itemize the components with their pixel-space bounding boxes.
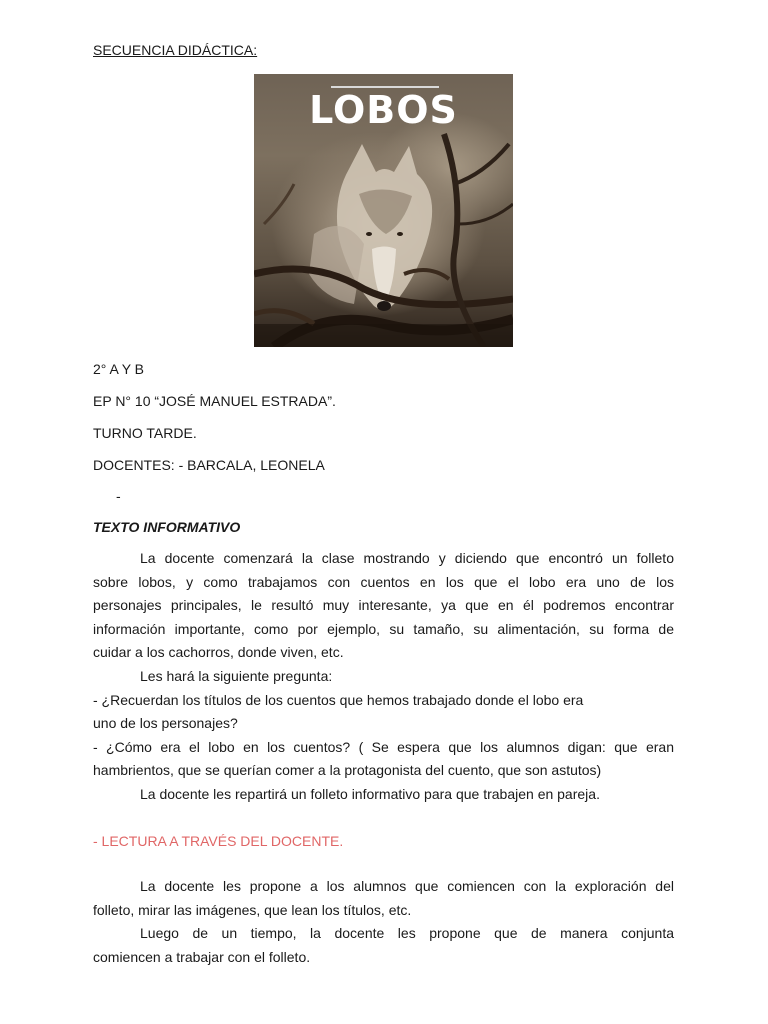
paragraph-intro-line3: personajes principales, le resultó muy interesante, ya que en él podremos encontrar [93,597,674,614]
paragraph-joint-work-line2: comiencen a trabajar con el folleto. [93,948,311,965]
shift-line: TURNO TARDE. [93,425,197,441]
question-1-line1: - ¿Recuerdan los títulos de los cuentos que hemos trabajado donde el lobo era [93,691,584,708]
question-2-line2: hambrientos, que se querían comer a la protagonista del cuento, que son astutos) [93,762,602,779]
paragraph-exploration [93,875,674,969]
wolf-cover-image [254,74,513,347]
paragraph-intro-line1: La docente comenzará la clase mostrando y diciendo que encontró un folleto [140,550,674,566]
paragraph-question-lead: Les hará la siguiente pregunta: [140,667,333,684]
grade-line: 2° A Y B [93,361,145,377]
paragraph-intro-line5: cuidar a los cachorros, donde viven, etc. [93,644,344,661]
section-title-texto-informativo: TEXTO INFORMATIVO [93,519,241,535]
document-heading: SECUENCIA DIDÁCTICA: [93,42,258,58]
teachers-continuation-dash: - [116,488,121,504]
paragraph-intro [93,547,674,807]
question-1-line2: uno de los personajes? [93,715,238,732]
paragraph-joint-work-line1: Luego de un tiempo, la docente les propone que de manera conjunta [140,925,674,942]
paragraph-handout: La docente les repartirá un folleto informativo para que trabajen en pareja. [140,785,600,802]
section-title-lectura: - LECTURA A TRAVÉS DEL DOCENTE. [93,833,344,849]
question-2-line1: - ¿Cómo era el lobo en los cuentos? ( Se espera que los alumnos digan: que eran [93,738,674,755]
paragraph-intro-line2: sobre lobos, y como trabajamos con cuentos en los que el lobo era uno de los [93,573,674,590]
teachers-line: DOCENTES: - BARCALA, LEONELA [93,457,325,473]
paragraph-exploration-line2: folleto, mirar las imágenes, que lean los títulos, etc. [93,901,412,918]
paragraph-exploration-line1: La docente les propone a los alumnos que comiencen con la exploración del [140,878,674,894]
paragraph-intro-line4: información importante, como por ejemplo, su tamaño, su alimentación, su forma de [93,620,674,637]
cover-title: LOBOS [309,88,458,132]
school-line: EP N° 10 “JOSÉ MANUEL ESTRADA”. [93,393,336,409]
